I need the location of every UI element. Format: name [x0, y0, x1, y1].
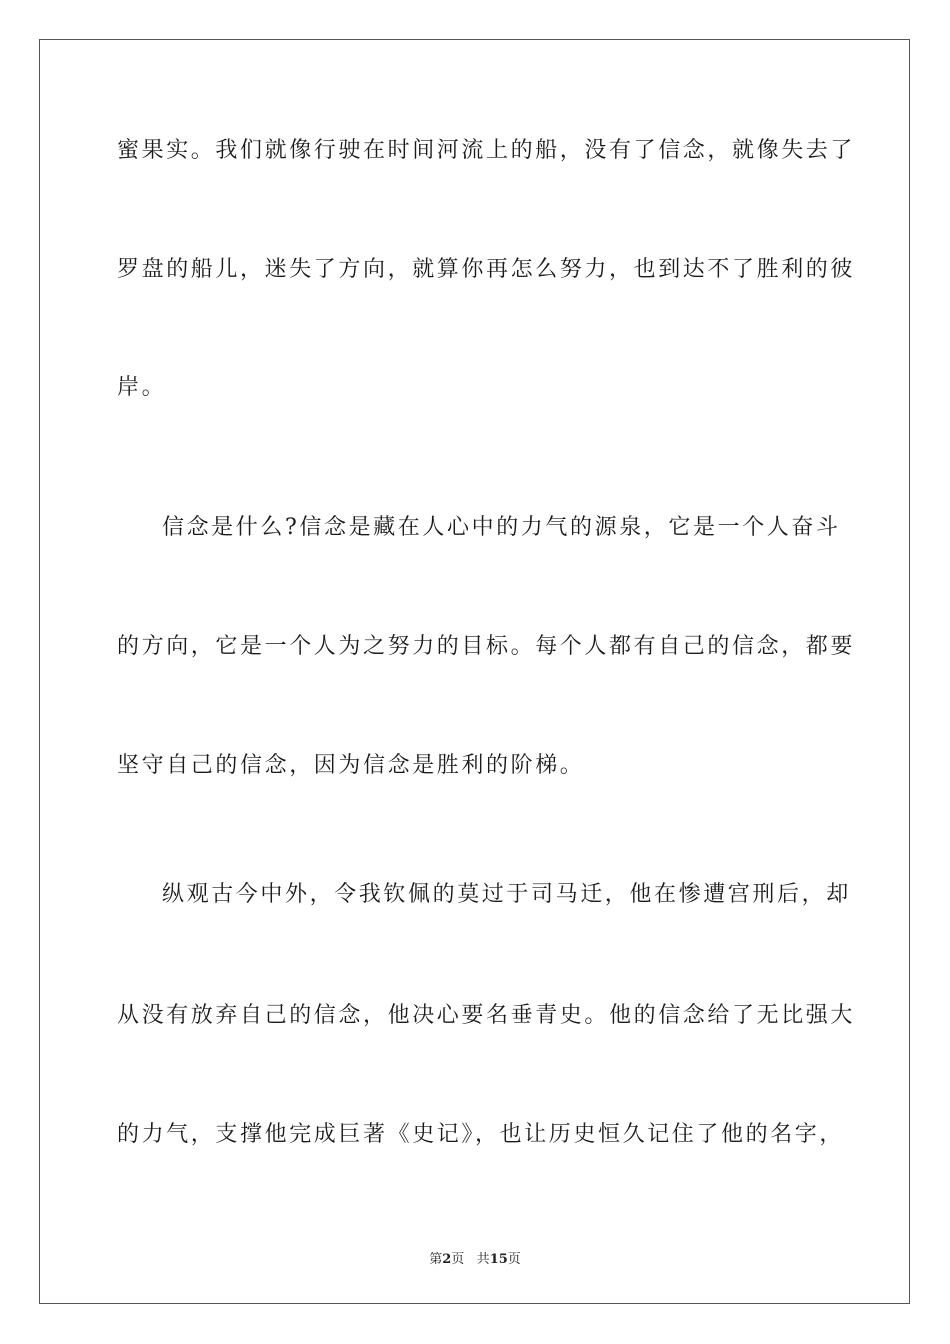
- page-footer: [0, 1248, 950, 1267]
- text-line-9: 的力气，支撑他完成巨著《史记》，也让历史恒久记住了他的名字，: [117, 1122, 845, 1147]
- footer-total-prefix: 共: [476, 1252, 490, 1267]
- text-line-3: 岸。: [117, 375, 167, 400]
- footer-page-number: 2: [442, 1252, 452, 1267]
- text-line-1: 蜜果实。我们就像行驶在时间河流上的船，没有了信念，就像失去了: [117, 138, 856, 163]
- text-line-6: 坚守自己的信念，因为信念是胜利的阶梯。: [117, 753, 585, 778]
- text-line-5: 的方向，它是一个人为之努力的目标。每个人都有自己的信念，都要: [117, 634, 856, 659]
- text-line-7: 纵观古今中外，令我钦佩的莫过于司马迁，他在惨遭宫刑后，却: [162, 882, 851, 907]
- text-line-4: 信念是什么?信念是藏在人心中的力气的源泉，它是一个人奋斗: [162, 515, 841, 540]
- footer-total-suffix: 页: [507, 1252, 521, 1267]
- footer-total-pages: 15: [489, 1252, 508, 1267]
- text-line-2: 罗盘的船儿，迷失了方向，就算你再怎么努力，也到达不了胜利的彼: [117, 257, 856, 282]
- footer-page-suffix: 页: [451, 1252, 465, 1267]
- footer-page-prefix: 第: [429, 1252, 443, 1267]
- page-border: [39, 39, 910, 1304]
- text-line-8: 从没有放弃自己的信念，他决心要名垂青史。他的信念给了无比强大: [117, 1003, 856, 1028]
